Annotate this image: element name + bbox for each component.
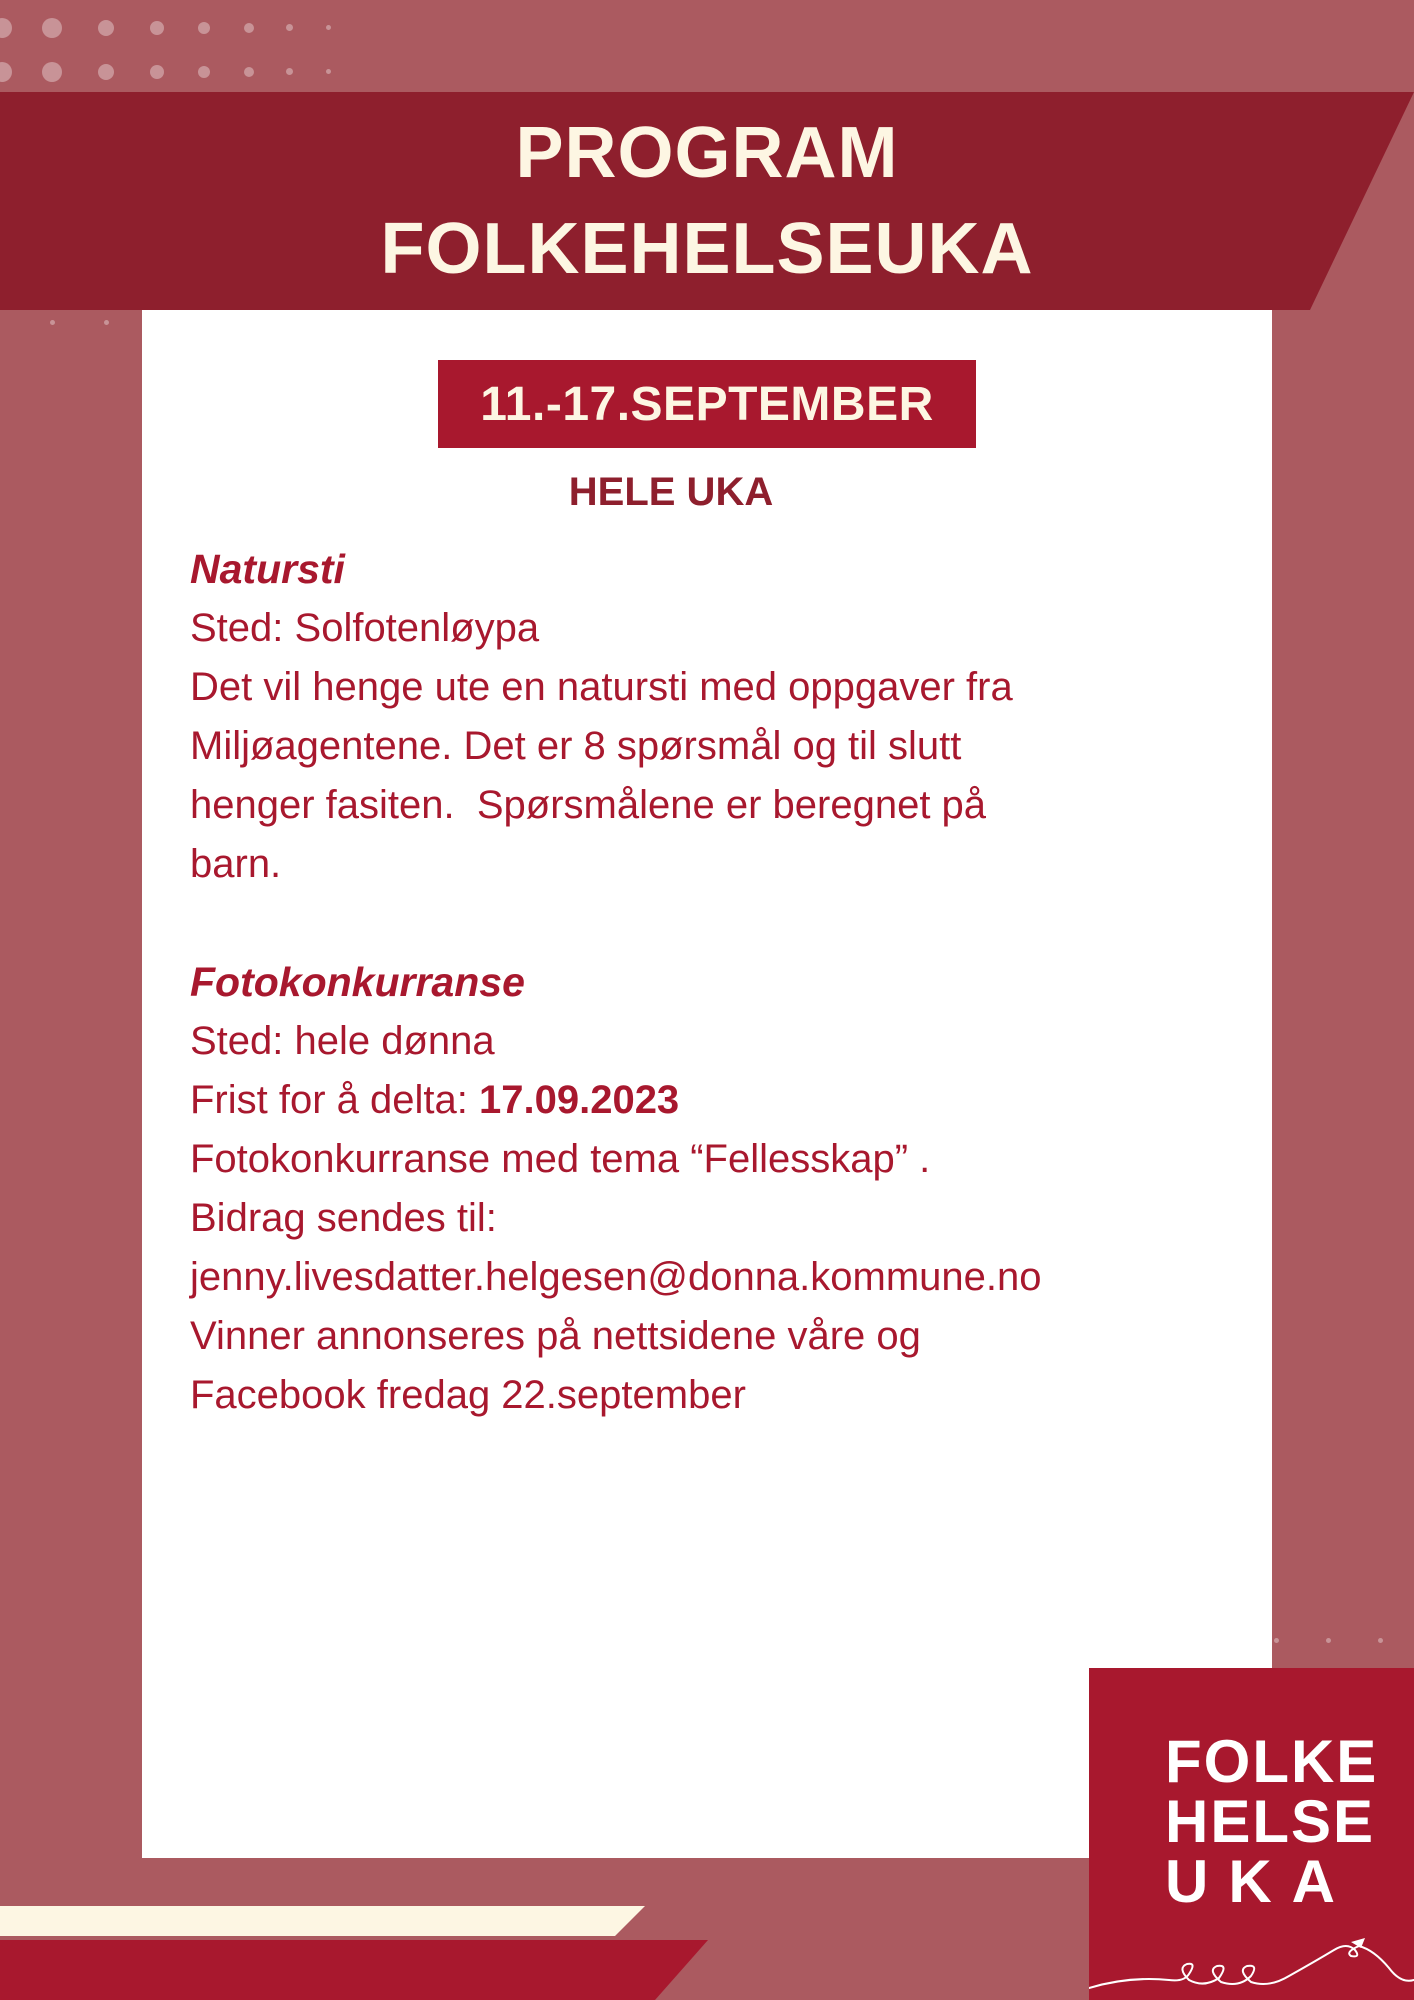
natursti-line-2: Miljøagentene. Det er 8 spørsmål og til slutt [190,724,962,768]
title-line-1: PROGRAM [515,113,899,193]
foto-deadline-value: 17.09.2023 [478,1078,680,1122]
decorative-dots-left [40,320,120,330]
foto-line-4: Vinner annonseres på nettsidene våre og [190,1314,921,1358]
decorative-dots-right [1270,1638,1410,1648]
program-content [190,540,1250,1425]
foto-line-5: Facebook fredag 22.september [190,1373,746,1417]
foto-deadline [190,1071,1250,1130]
natursti-title: Natursti [190,546,345,592]
foto-email: jenny.livesdatter.helgesen@donna.kommune.no [190,1255,1042,1299]
logo-squiggle-icon [1089,1928,1414,2000]
section-spacer [190,894,1250,953]
natursti-line-3: henger fasiten. Spørsmålene er beregnet på [190,783,987,827]
decorative-cream-strip [0,1906,645,1936]
title-line-2: FOLKEHELSEUKA [380,209,1034,289]
decorative-dots-top [0,10,340,80]
foto-place: Sted: hele dønna [190,1019,495,1063]
logo-line-3: UKA [1165,1848,1355,1915]
natursti-line-1: Det vil henge ute en natursti med oppgaver fra [190,665,1013,709]
page-title [0,92,1414,310]
week-heading: HELE UKA [568,470,774,514]
logo-text [1165,1728,1379,1915]
foto-line-1: Fotokonkurranse med tema “Fellesskap” . [190,1137,931,1181]
foto-deadline-label: Frist for å delta: [190,1078,479,1122]
foto-title: Fotokonkurranse [190,959,525,1005]
decorative-bottom-band [0,1940,708,2000]
natursti-line-4: barn. [190,842,282,886]
logo-line-2: HELSE [1165,1788,1376,1855]
date-banner: 11.-17.SEPTEMBER [438,360,976,448]
natursti-place: Sted: Solfotenløypa [190,606,540,650]
logo-line-1: FOLKE [1165,1728,1379,1795]
foto-line-2: Bidrag sendes til: [190,1196,497,1240]
